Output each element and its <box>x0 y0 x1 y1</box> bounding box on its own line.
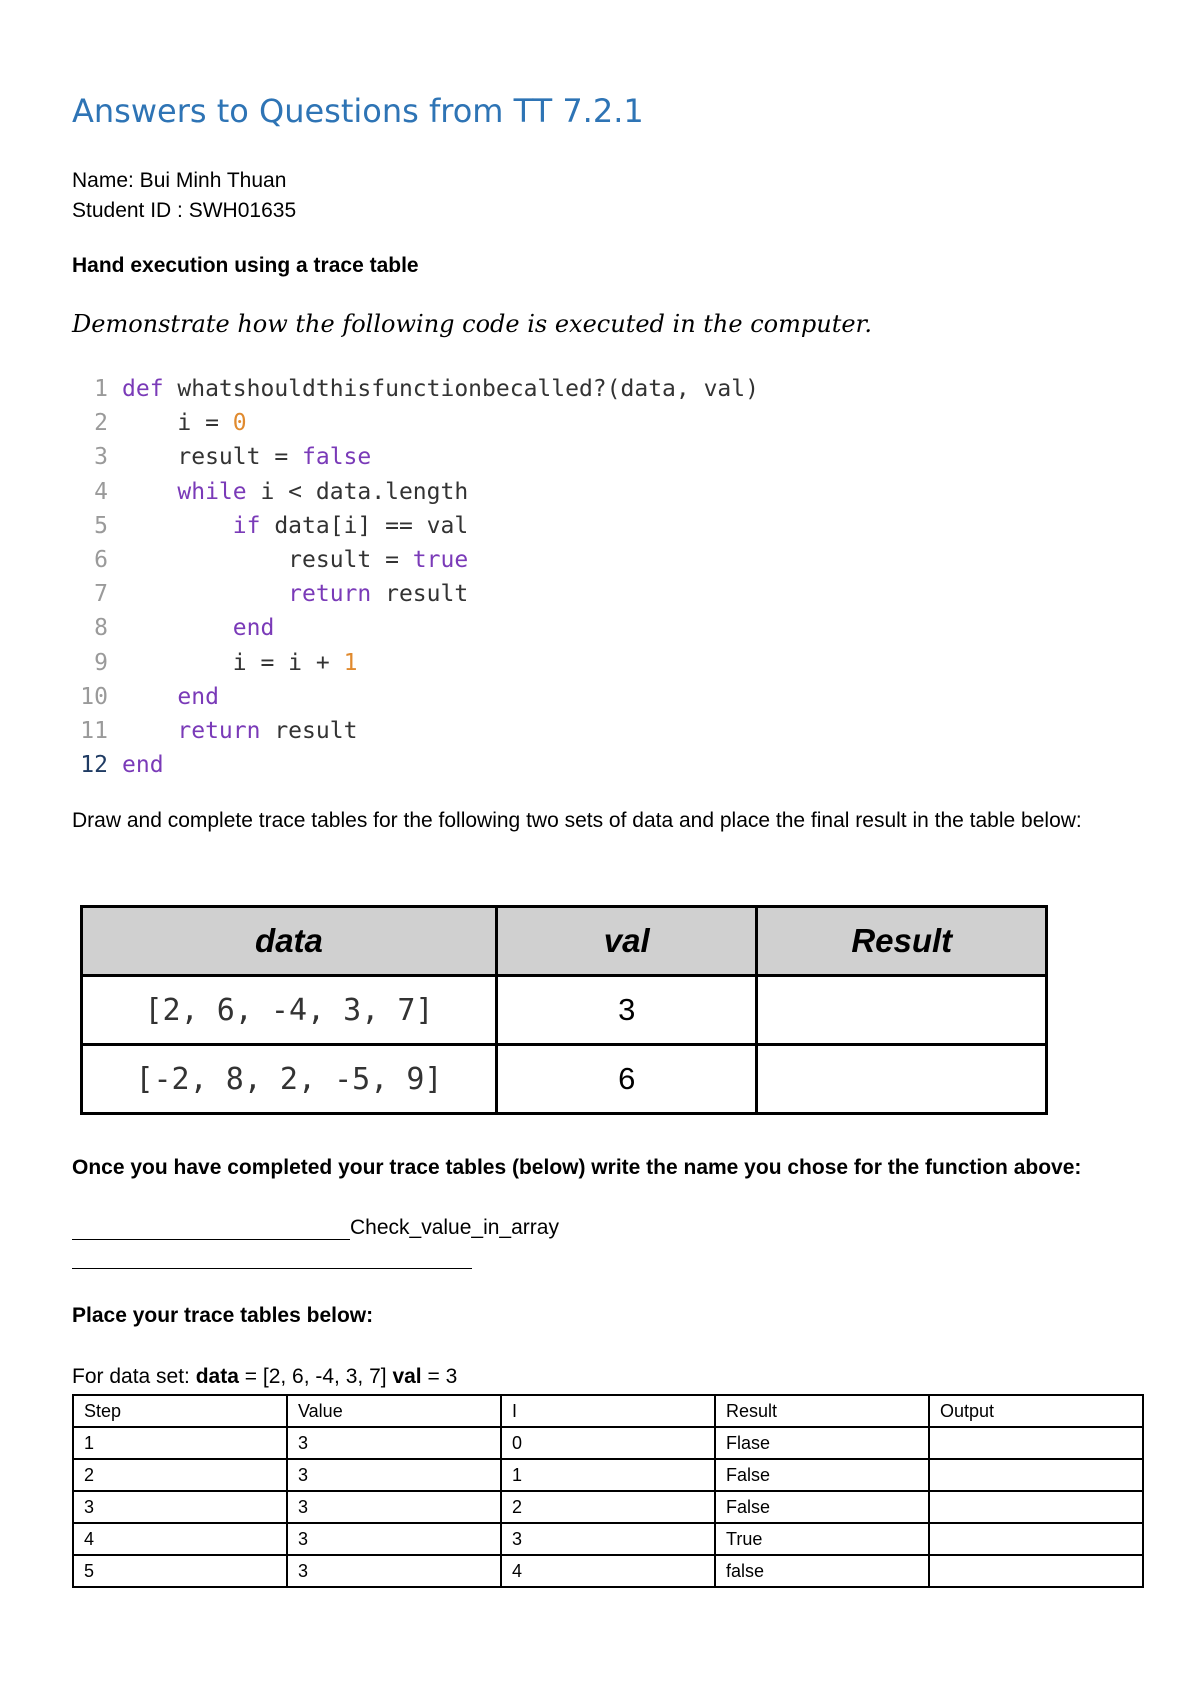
code-text: i = i + <box>122 649 344 676</box>
code-text: whatshouldthisfunctionbecalled?(data, val) <box>163 376 759 402</box>
trace-cell-output[interactable] <box>929 1459 1143 1491</box>
code-line <box>72 748 759 782</box>
code-text <box>122 581 288 607</box>
code-block <box>72 372 759 782</box>
trace-cell-output[interactable] <box>929 1523 1143 1555</box>
answer-line <box>72 1216 559 1240</box>
code-line <box>72 577 759 611</box>
code-keyword: if <box>232 512 261 539</box>
trace-header-result: Result <box>715 1395 929 1427</box>
trace-table <box>72 1394 1144 1588</box>
code-text: result <box>260 717 358 744</box>
trace-header-output: Output <box>929 1395 1143 1427</box>
code-text <box>122 615 233 641</box>
trace-cell-step: 3 <box>73 1491 287 1523</box>
instructions-text: Draw and complete trace tables for the following two sets of data and place the final result in the table below: <box>72 809 1082 832</box>
trace-row <box>73 1459 1143 1491</box>
trace-cell-i: 3 <box>501 1523 715 1555</box>
code-keyword: end <box>177 683 219 710</box>
data-set-line <box>72 1362 1132 1391</box>
trace-cell-result: Flase <box>715 1427 929 1459</box>
code-line <box>72 680 759 714</box>
results-cell-val: 3 <box>496 976 757 1045</box>
student-id: Student ID : SWH01635 <box>72 199 297 222</box>
trace-cell-step: 1 <box>73 1427 287 1459</box>
line-number: 4 <box>94 478 108 505</box>
data-set-val-label: val <box>392 1365 422 1388</box>
results-cell-data: [-2, 8, 2, -5, 9] <box>82 1045 497 1114</box>
line-number: 8 <box>94 615 108 642</box>
trace-row <box>73 1523 1143 1555</box>
code-text <box>122 718 177 744</box>
code-text: result = <box>122 444 303 471</box>
trace-cell-result: False <box>715 1459 929 1491</box>
code-text <box>122 513 233 539</box>
code-line <box>72 372 759 406</box>
trace-header-i: I <box>501 1395 715 1427</box>
code-line <box>72 646 759 680</box>
trace-cell-i: 4 <box>501 1555 715 1587</box>
blank-rule <box>72 1217 350 1240</box>
code-keyword: end <box>122 752 164 779</box>
line-number: 9 <box>94 649 108 676</box>
intro-text: Demonstrate how the following code is executed in the computer. <box>72 310 873 338</box>
code-text: result <box>371 581 469 608</box>
line-number: 11 <box>80 717 108 744</box>
section-heading: Hand execution using a trace table <box>72 254 419 277</box>
code-line <box>72 475 759 509</box>
data-set-data-label: data <box>195 1365 239 1388</box>
code-line <box>72 440 759 474</box>
results-table <box>80 905 1048 1115</box>
code-line <box>72 543 759 577</box>
line-number: 3 <box>94 444 108 471</box>
trace-cell-value: 3 <box>287 1459 501 1491</box>
trace-row <box>73 1427 1143 1459</box>
trace-cell-i: 2 <box>501 1491 715 1523</box>
trace-cell-i: 1 <box>501 1459 715 1491</box>
trace-cell-step: 4 <box>73 1523 287 1555</box>
line-number: 1 <box>94 376 108 402</box>
code-line <box>72 509 759 543</box>
results-row <box>82 976 1047 1045</box>
code-keyword: def <box>122 376 164 402</box>
results-header-val: val <box>496 907 757 976</box>
line-number: 6 <box>94 546 108 573</box>
code-text <box>122 684 177 710</box>
code-keyword: return <box>177 717 261 744</box>
data-set-prefix: For data set: <box>72 1365 196 1388</box>
results-row <box>82 1045 1047 1114</box>
code-text <box>122 479 177 505</box>
name-prompt: Once you have completed your trace tables (below) write the name you chose for the function above: <box>72 1156 1082 1179</box>
results-cell-result[interactable] <box>757 1045 1047 1114</box>
trace-row <box>73 1555 1143 1587</box>
student-name: Name: Bui Minh Thuan <box>72 169 287 192</box>
page-title: Answers to Questions from TT 7.2.1 <box>72 92 644 130</box>
code-line <box>72 611 759 645</box>
code-text: i = <box>122 410 233 437</box>
line-number: 7 <box>94 581 108 608</box>
code-keyword: return <box>288 581 372 608</box>
data-set-data-value: = [2, 6, -4, 3, 7] <box>238 1365 393 1388</box>
trace-cell-value: 3 <box>287 1555 501 1587</box>
results-header-data: data <box>82 907 497 976</box>
trace-cell-step: 2 <box>73 1459 287 1491</box>
results-cell-val: 6 <box>496 1045 757 1114</box>
data-set-val-value: = 3 <box>421 1365 458 1388</box>
blank-rule-second <box>72 1268 472 1269</box>
results-header-result: Result <box>757 907 1047 976</box>
code-line <box>72 406 759 440</box>
trace-cell-result: false <box>715 1555 929 1587</box>
code-text: i < data.length <box>246 478 469 505</box>
code-keyword: true <box>412 546 469 573</box>
trace-row <box>73 1491 1143 1523</box>
trace-cell-result: False <box>715 1491 929 1523</box>
trace-header-row <box>73 1395 1143 1427</box>
line-number: 5 <box>94 512 108 539</box>
trace-cell-i: 0 <box>501 1427 715 1459</box>
results-cell-data: [2, 6, -4, 3, 7] <box>82 976 497 1045</box>
trace-cell-value: 3 <box>287 1523 501 1555</box>
trace-cell-result: True <box>715 1523 929 1555</box>
results-cell-result[interactable] <box>757 976 1047 1045</box>
trace-cell-value: 3 <box>287 1491 501 1523</box>
code-keyword: while <box>177 478 247 505</box>
line-number: 12 <box>80 752 108 779</box>
trace-cell-output[interactable] <box>929 1427 1143 1459</box>
code-text: result = <box>122 546 413 573</box>
trace-cell-value: 3 <box>287 1427 501 1459</box>
trace-cell-step: 5 <box>73 1555 287 1587</box>
trace-heading: Place your trace tables below: <box>72 1304 374 1327</box>
trace-cell-output[interactable] <box>929 1491 1143 1523</box>
code-number: 1 <box>343 649 358 676</box>
code-keyword: end <box>232 615 275 642</box>
code-number: 0 <box>232 410 247 437</box>
student-info <box>72 166 296 226</box>
trace-header-value: Value <box>287 1395 501 1427</box>
code-line <box>72 714 759 748</box>
code-text: data[i] == val <box>260 512 469 539</box>
trace-header-step: Step <box>73 1395 287 1427</box>
code-keyword: false <box>302 444 372 471</box>
line-number: 2 <box>94 410 108 437</box>
trace-cell-output[interactable] <box>929 1555 1143 1587</box>
line-number: 10 <box>80 683 108 710</box>
chosen-function-name[interactable]: Check_value_in_array <box>350 1216 559 1239</box>
results-header-row <box>82 907 1047 976</box>
